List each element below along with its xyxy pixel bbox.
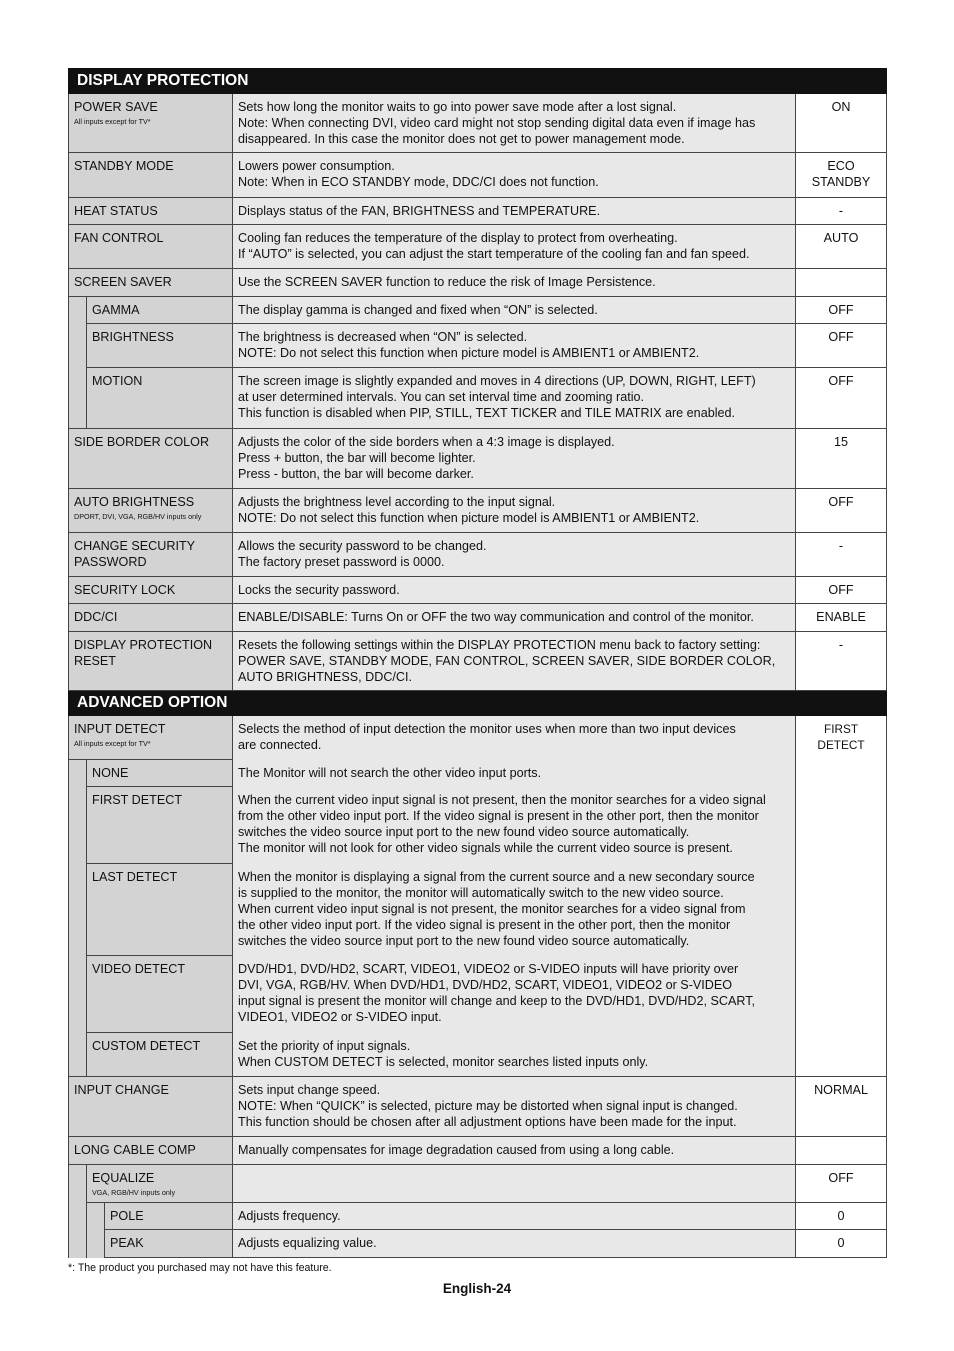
- setting-description: Cooling fan reduces the temperature of the display to protect from overheating. If “AUTO” is selected, you can adjust the start temperature of the cooling fan and fan speed.: [233, 225, 796, 269]
- setting-description: When the current video input signal is not present, then the monitor searches for a video signal from the other video input port. If the video signal is present in the other port, then the monitor switches the video source input port to the new found video source automatically. The monitor will not look for other video signals while the current video source is present.: [233, 787, 796, 864]
- indent-cell: [69, 1165, 87, 1258]
- table-row: [69, 198, 887, 225]
- setting-value: OFF: [796, 489, 887, 533]
- setting-description: DVD/HD1, DVD/HD2, SCART, VIDEO1, VIDEO2 or S-VIDEO inputs will have priority over DVI, VGA, RGB/HV. When DVD/HD1, DVD/HD2, SCART, VIDEO1, VIDEO2 or S-VIDEO input signal is present the monitor will change and keep to the DVD/HD1, DVD/HD2, SCART, VIDEO1, VIDEO2 or S-VIDEO input.: [233, 956, 796, 1033]
- setting-name: HEAT STATUS: [69, 198, 233, 225]
- table-row: [69, 632, 887, 691]
- setting-description: The screen image is slightly expanded and moves in 4 directions (UP, DOWN, RIGHT, LEFT) at user determined intervals. You can set interval time and zooming ratio. This function is disabled when PIP, STILL, TEXT TICKER and TILE MATRIX are enabled.: [233, 368, 796, 429]
- setting-description: Lowers power consumption. Note: When in ECO STANDBY mode, DDC/CI does not function.: [233, 153, 796, 198]
- setting-name: SECURITY LOCK: [69, 577, 233, 604]
- setting-value: OFF: [796, 1165, 887, 1203]
- setting-value: OFF: [796, 368, 887, 429]
- setting-description: The brightness is decreased when “ON” is selected. NOTE: Do not select this function when picture model is AMBIENT1 or AMBIENT2.: [233, 324, 796, 368]
- setting-name: NONE: [87, 760, 233, 787]
- setting-description: ENABLE/DISABLE: Turns On or OFF the two way communication and control of the monitor.: [233, 604, 796, 632]
- setting-value: OFF: [796, 297, 887, 324]
- table-row: [69, 864, 887, 956]
- setting-name: POWER SAVE All inputs except for TV*: [69, 94, 233, 153]
- section-header-display-protection: [69, 69, 887, 94]
- table-row: [69, 489, 887, 533]
- setting-description: Adjusts the brightness level according to the input signal. NOTE: Do not select this function when picture model is AMBIENT1 or AMBIENT2.: [233, 489, 796, 533]
- setting-description: [233, 1165, 796, 1203]
- setting-name: LONG CABLE COMP: [69, 1137, 233, 1165]
- setting-name: MOTION: [87, 368, 233, 429]
- setting-note: DPORT, DVI, VGA, RGB/HV inputs only: [74, 512, 202, 521]
- setting-name: POLE: [105, 1203, 233, 1230]
- setting-value: [796, 1137, 887, 1165]
- table-row: [69, 956, 887, 1033]
- table-row: [69, 297, 887, 324]
- section-header-advanced-option: [69, 691, 887, 716]
- setting-note: All inputs except for TV*: [74, 739, 151, 748]
- table-row: [69, 94, 887, 153]
- table-row: [69, 1203, 887, 1230]
- setting-value: -: [796, 632, 887, 691]
- setting-name: SIDE BORDER COLOR: [69, 429, 233, 489]
- page-number: English-24: [442, 1281, 512, 1296]
- setting-value: 15: [796, 429, 887, 489]
- setting-name: INPUT DETECT All inputs except for TV*: [69, 716, 233, 760]
- setting-description: Locks the security password.: [233, 577, 796, 604]
- indent-cell: [69, 760, 87, 1077]
- setting-description: Selects the method of input detection the monitor uses when more than two input devices are connected.: [233, 716, 796, 760]
- setting-description: Adjusts frequency.: [233, 1203, 796, 1230]
- section-title: ADVANCED OPTION: [69, 691, 887, 716]
- table-row: [69, 1077, 887, 1137]
- footnote: *: The product you purchased may not have this feature.: [68, 1262, 332, 1274]
- setting-value: -: [796, 198, 887, 225]
- setting-value: FIRST DETECT: [796, 716, 887, 1077]
- setting-name: DISPLAY PROTECTION RESET: [69, 632, 233, 691]
- setting-note: VGA, RGB/HV inputs only: [92, 1188, 176, 1197]
- setting-name: INPUT CHANGE: [69, 1077, 233, 1137]
- setting-name: CHANGE SECURITY PASSWORD: [69, 533, 233, 577]
- setting-value: ENABLE: [796, 604, 887, 632]
- table-row: [69, 368, 887, 429]
- setting-description: When the monitor is displaying a signal from the current source and a new secondary source is supplied to the monitor, the monitor will automatically switch to the new video source. When current video input signal is not present, the monitor searches for a video signal from the other video input port. If the video signal is present in the other port, then the monitor switches the video source input port to the new found video source automatically.: [233, 864, 796, 956]
- table-row: [69, 153, 887, 198]
- table-row: [69, 716, 887, 760]
- table-row: [69, 1033, 887, 1077]
- setting-name: FIRST DETECT: [87, 787, 233, 864]
- setting-value: 0: [796, 1203, 887, 1230]
- setting-description: Use the SCREEN SAVER function to reduce the risk of Image Persistence.: [233, 269, 796, 297]
- setting-name: STANDBY MODE: [69, 153, 233, 198]
- setting-description: Displays status of the FAN, BRIGHTNESS and TEMPERATURE.: [233, 198, 796, 225]
- setting-value: OFF: [796, 324, 887, 368]
- table-row: [69, 787, 887, 864]
- indent-cell: [87, 1203, 105, 1258]
- setting-description: Adjusts equalizing value.: [233, 1230, 796, 1258]
- setting-name: AUTO BRIGHTNESS DPORT, DVI, VGA, RGB/HV inputs only: [69, 489, 233, 533]
- setting-value: ON: [796, 94, 887, 153]
- setting-description: The Monitor will not search the other video input ports.: [233, 760, 796, 787]
- setting-name: PEAK: [105, 1230, 233, 1258]
- setting-value: -: [796, 533, 887, 577]
- table-row: [69, 1137, 887, 1165]
- table-row: [69, 533, 887, 577]
- setting-description: Allows the security password to be changed. The factory preset password is 0000.: [233, 533, 796, 577]
- table-row: [69, 429, 887, 489]
- setting-description: The display gamma is changed and fixed when “ON” is selected.: [233, 297, 796, 324]
- setting-name: CUSTOM DETECT: [87, 1033, 233, 1077]
- settings-table-container: [68, 68, 886, 1258]
- setting-note: All inputs except for TV*: [74, 117, 151, 126]
- setting-name: DDC/CI: [69, 604, 233, 632]
- setting-name: LAST DETECT: [87, 864, 233, 956]
- setting-value: OFF: [796, 577, 887, 604]
- setting-value: ECO STANDBY: [796, 153, 887, 198]
- setting-value: [796, 269, 887, 297]
- table-row: [69, 577, 887, 604]
- setting-description: Set the priority of input signals. When CUSTOM DETECT is selected, monitor searches listed inputs only.: [233, 1033, 796, 1077]
- setting-description: Resets the following settings within the DISPLAY PROTECTION menu back to factory setting: POWER SAVE, STANDBY MODE, FAN CONTROL, SCREEN SAVER, SIDE BORDER COLOR, AUTO BRIGHTNESS, DDC/CI.: [233, 632, 796, 691]
- table-row: [69, 324, 887, 368]
- table-row: [69, 604, 887, 632]
- setting-name: SCREEN SAVER: [69, 269, 233, 297]
- setting-name: VIDEO DETECT: [87, 956, 233, 1033]
- setting-name: EQUALIZE VGA, RGB/HV inputs only: [87, 1165, 233, 1203]
- table-row: [69, 225, 887, 269]
- section-title: DISPLAY PROTECTION: [69, 69, 887, 94]
- indent-cell: [69, 297, 87, 429]
- setting-description: Adjusts the color of the side borders when a 4:3 image is displayed. Press + button, the bar will become lighter. Press - button, the bar will become darker.: [233, 429, 796, 489]
- table-row: [69, 760, 887, 787]
- table-row: [69, 1165, 887, 1203]
- setting-description: Sets how long the monitor waits to go into power save mode after a lost signal. Note: When connecting DVI, video card might not stop sending digital data even if image has disappeared. In this case the monitor does not get to power management mode.: [233, 94, 796, 153]
- table-row: [69, 269, 887, 297]
- table-row: [69, 1230, 887, 1258]
- setting-name: BRIGHTNESS: [87, 324, 233, 368]
- setting-value: AUTO: [796, 225, 887, 269]
- settings-table: [68, 68, 887, 1258]
- setting-description: Sets input change speed. NOTE: When “QUICK” is selected, picture may be distorted when signal input is changed. This function should be chosen after all adjustment options have been made for the input.: [233, 1077, 796, 1137]
- setting-value: 0: [796, 1230, 887, 1258]
- setting-name: FAN CONTROL: [69, 225, 233, 269]
- setting-value: NORMAL: [796, 1077, 887, 1137]
- setting-description: Manually compensates for image degradation caused from using a long cable.: [233, 1137, 796, 1165]
- setting-name: GAMMA: [87, 297, 233, 324]
